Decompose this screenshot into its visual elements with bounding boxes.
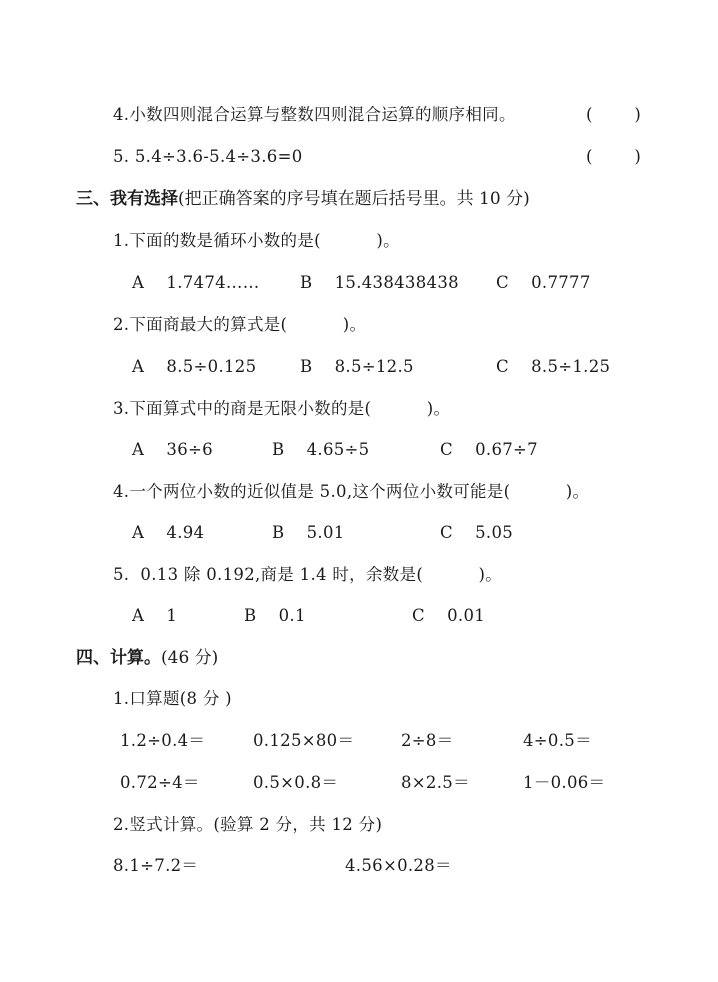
choice-q1-option-c[interactable]: C 0.7777 — [496, 273, 591, 292]
choice-q4-option-b[interactable]: B 5.01 — [272, 523, 345, 542]
oral-item-6[interactable]: 0.5×0.8＝ — [253, 773, 339, 792]
judge-q4-answer-paren[interactable]: ( ) — [586, 105, 641, 124]
oral-item-2[interactable]: 0.125×80＝ — [253, 731, 355, 750]
vertical-item-1[interactable]: 8.1÷7.2＝ — [113, 856, 199, 875]
oral-item-1[interactable]: 1.2÷0.4＝ — [120, 731, 206, 750]
choice-q2-option-c[interactable]: C 8.5÷1.25 — [496, 357, 611, 376]
oral-item-7[interactable]: 8×2.5＝ — [401, 773, 470, 792]
choice-q3-option-c[interactable]: C 0.67÷7 — [440, 440, 538, 459]
choice-q3-option-b[interactable]: B 4.65÷5 — [272, 440, 370, 459]
choice-q1-option-b[interactable]: B 15.438438438 — [300, 273, 459, 292]
section4-heading — [76, 647, 218, 669]
judge-q5-answer-paren[interactable]: ( ) — [586, 147, 641, 166]
oral-item-3[interactable]: 2÷8＝ — [401, 731, 454, 750]
oral-calc-title: 1.口算题(8 分 ) — [113, 689, 232, 708]
section3-note: (把正确答案的序号填在题后括号里。共 10 分) — [178, 189, 530, 209]
choice-q1-stem: 1.下面的数是循环小数的是( )。 — [113, 231, 400, 250]
judge-q4-text: 4.小数四则混合运算与整数四则混合运算的顺序相同。 — [113, 105, 516, 124]
choice-q2-option-b[interactable]: B 8.5÷12.5 — [300, 357, 414, 376]
choice-q5-option-a[interactable]: A 1 — [132, 606, 178, 625]
section3-heading — [76, 188, 530, 210]
section3-title: 三、我有选择 — [76, 189, 178, 209]
vertical-item-2[interactable]: 4.56×0.28＝ — [345, 856, 452, 875]
choice-q4-option-a[interactable]: A 4.94 — [132, 523, 205, 542]
choice-q3-option-a[interactable]: A 36÷6 — [132, 440, 213, 459]
choice-q5-option-c[interactable]: C 0.01 — [412, 606, 486, 625]
choice-q4-stem: 4.一个两位小数的近似值是 5.0,这个两位小数可能是( )。 — [113, 482, 590, 501]
judge-q5-text: 5. 5.4÷3.6-5.4÷3.6=0 — [113, 147, 303, 166]
oral-item-5[interactable]: 0.72÷4＝ — [120, 773, 200, 792]
section4-note: (46 分) — [161, 648, 219, 668]
choice-q3-stem: 3.下面算式中的商是无限小数的是( )。 — [113, 399, 451, 418]
vertical-calc-title: 2.竖式计算。(验算 2 分，共 12 分) — [113, 815, 383, 834]
choice-q5-option-b[interactable]: B 0.1 — [244, 606, 306, 625]
oral-item-8[interactable]: 1－0.06＝ — [523, 773, 606, 792]
choice-q5-stem: 5. 0.13 除 0.192,商是 1.4 时，余数是( )。 — [113, 565, 503, 584]
choice-q1-option-a[interactable]: A 1.7474…… — [132, 273, 260, 292]
choice-q4-option-c[interactable]: C 5.05 — [440, 523, 514, 542]
choice-q2-stem: 2.下面商最大的算式是( )。 — [113, 315, 367, 334]
choice-q2-option-a[interactable]: A 8.5÷0.125 — [132, 357, 257, 376]
oral-item-4[interactable]: 4÷0.5＝ — [523, 731, 592, 750]
section4-title: 四、计算。 — [76, 648, 161, 668]
